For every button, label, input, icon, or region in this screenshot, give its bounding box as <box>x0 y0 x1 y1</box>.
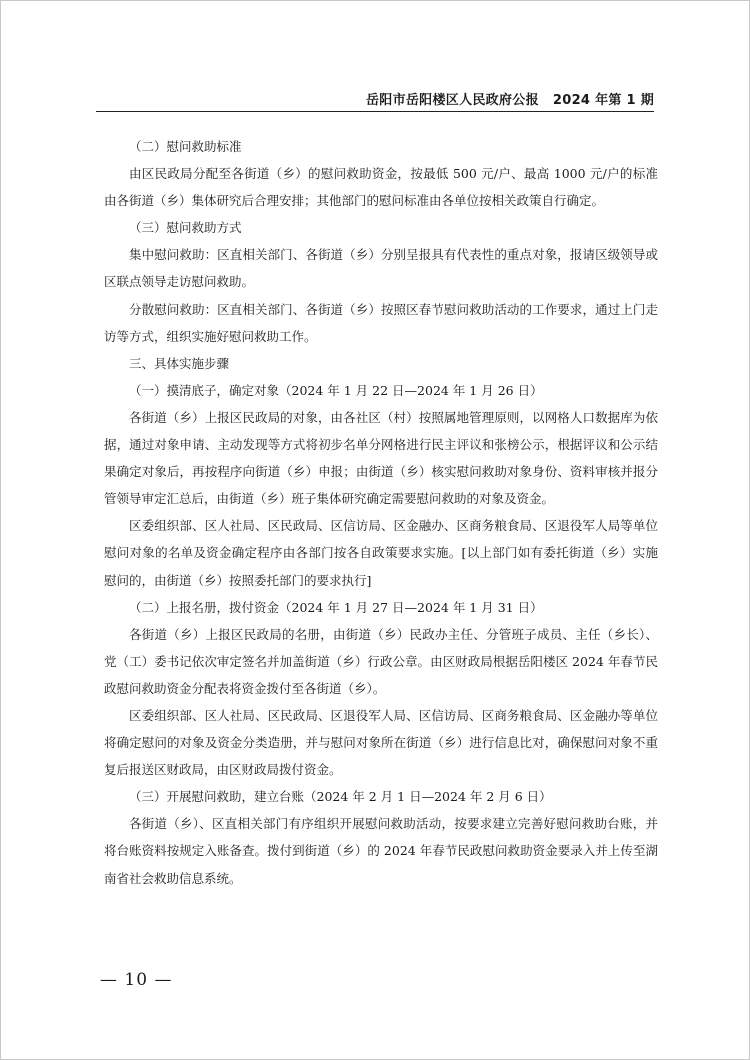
paragraph-standard: 由区民政局分配至各街道（乡）的慰问救助资金，按最低 500 元/户、最高 1000 元/户的标准由各街道（乡）集体研究后合理安排；其他部门的慰问标准由各单位按相关政策自行确定。 <box>104 166 658 209</box>
paragraph-dispersed-relief: 分散慰问救助：区直相关部门、各街道（乡）按照区春节慰问救助活动的工作要求，通过上门走访等方式，组织实施好慰问救助工作。 <box>104 301 658 344</box>
gazette-issue: 2024 年第 1 期 <box>552 93 654 108</box>
section-heading-standard: （二）慰问救助标准 <box>129 139 242 154</box>
page-number: — 10 — <box>100 970 173 990</box>
header-rule <box>96 111 654 112</box>
gazette-header <box>366 89 654 108</box>
gazette-title: 岳阳市岳阳楼区人民政府公报 <box>365 93 539 108</box>
section-heading-steps: 三、具体实施步骤 <box>129 355 230 371</box>
paragraph-ledger: 各街道（乡）、区直相关部门有序组织开展慰问救助活动，按要求建立完善好慰问救助台账，并将台账资料按规定入账备查。拨付到街道（乡）的 2024 年春节民政慰问救助资金要录入并上传至湖南省社会救助信息系统。 <box>104 816 658 886</box>
section-heading-method: （三）慰问救助方式 <box>129 220 242 236</box>
step-heading-report: （二）上报名册，拨付资金（2024 年 1 月 27 日—2024 年 1 月 31 日） <box>129 599 543 615</box>
step-heading-identify: （一）摸清底子，确定对象（2024 年 1 月 22 日—2024 年 1 月 26 日） <box>129 382 543 398</box>
paragraph-department-procedure: 区委组织部、区人社局、区民政局、区信访局、区金融办、区商务粮食局、区退役军人局等单位慰问对象的名单及资金确定程序由各部门按各自政策要求实施。[以上部门如有委托街道（乡）实施慰问的，由街道（乡）按照委托部门的要求执行] <box>104 518 658 588</box>
paragraph-department-verification: 区委组织部、区人社局、区民政局、区退役军人局、区信访局、区商务粮食局、区金融办等单位将确定慰问的对象及资金分类造册，并与慰问对象所在街道（乡）进行信息比对，确保慰问对象不重复后报送区财政局，由区财政局拨付资金。 <box>104 707 658 778</box>
step-heading-ledger: （三）开展慰问救助，建立台账（2024 年 2 月 1 日—2024 年 2 月 6 日） <box>129 789 552 805</box>
document-body <box>104 133 658 892</box>
paragraph-centralized-relief: 集中慰问救助：区直相关部门、各街道（乡）分别呈报具有代表性的重点对象，报请区级领导或区联点领导走访慰问救助。 <box>104 247 658 290</box>
paragraph-identify-objects: 各街道（乡）上报区民政局的对象，由各社区（村）按照属地管理原则，以网格人口数据库为依据，通过对象申请、主动发现等方式将初步名单分网格进行民主评议和张榜公示，根据评议和公示结果确定对象后，再按程序向街道（乡）申报；由街道（乡）核实慰问救助对象身份、资料审核并报分管领导审定汇总后，由街道（乡）班子集体研究确定需要慰问救助的对象及资金。 <box>104 409 658 507</box>
paragraph-report-roster: 各街道（乡）上报区民政局的名册，由街道（乡）民政办主任、分管班子成员、主任（乡长）、党（工）委书记依次审定签名并加盖街道（乡）行政公章。由区财政局根据岳阳楼区 2024 年春节民政慰问救助资金分配表将资金拨付至各街道（乡）。 <box>104 626 658 696</box>
